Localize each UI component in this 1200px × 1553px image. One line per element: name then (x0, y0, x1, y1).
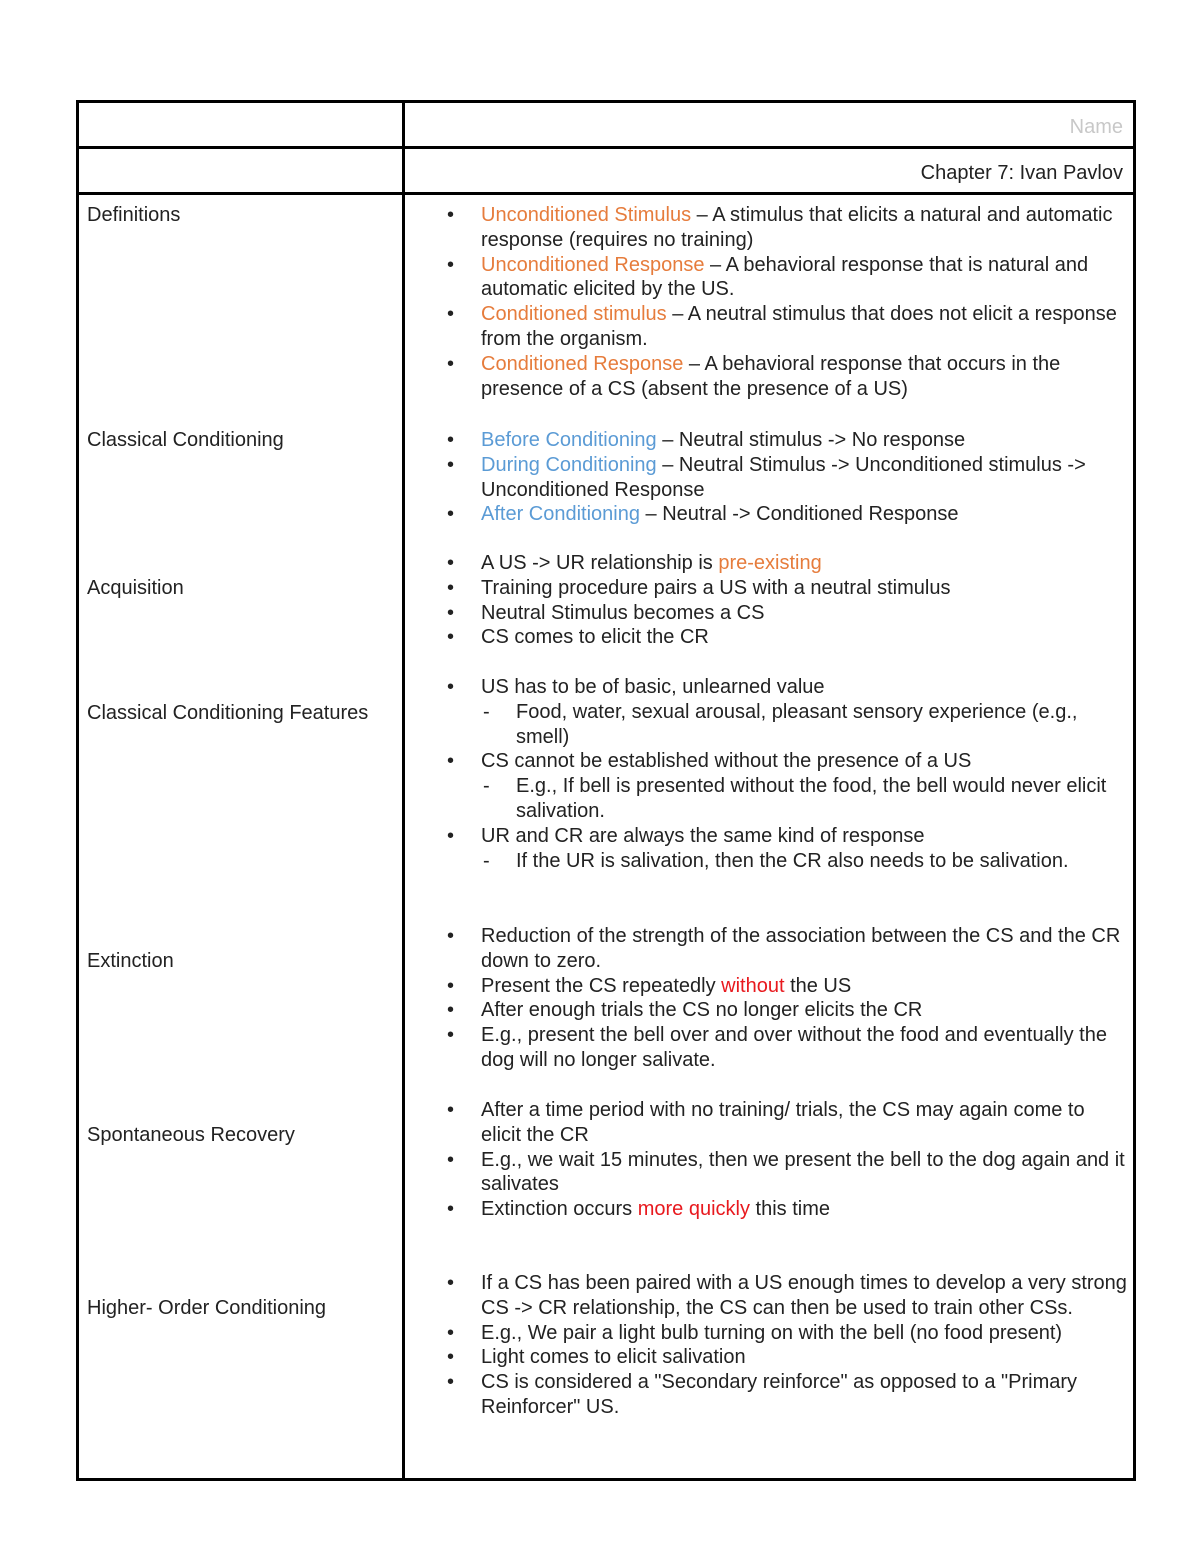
highlight: more quickly (637, 1198, 750, 1221)
list-item (481, 203, 1129, 253)
row-divider-1 (79, 146, 1133, 149)
list-item: • Light comes to elicit salivation (481, 1345, 1129, 1370)
definition: – A behavioral response that occurs in the presence of a CS (absent the presence of a US) (481, 352, 1061, 400)
term: Conditioned Response (481, 352, 684, 375)
definition: – Neutral Stimulus -> Unconditioned stimulus -> Unconditioned Response (481, 453, 1086, 501)
column-divider (402, 103, 405, 1478)
list-item: • E.g., We pair a light bulb turning on with the bell (no food present) (481, 1321, 1129, 1346)
list-item (481, 302, 1129, 352)
item-text: the US (784, 974, 852, 997)
chapter-title: Chapter 7: Ivan Pavlov (920, 162, 1123, 184)
item-text: Extinction occurs (481, 1198, 638, 1221)
list-item: • After enough trials the CS no longer elicits the CR (481, 998, 1129, 1023)
list-item: • Training procedure pairs a US with a neutral stimulus (481, 576, 1129, 601)
item-text: A US -> UR relationship is (481, 552, 719, 574)
item-text: Present the CS repeatedly (481, 974, 722, 997)
term: Unconditioned Stimulus (481, 204, 692, 226)
item-text: this time (750, 1198, 831, 1221)
definitions-list (481, 203, 1129, 401)
list-item: • E.g., we wait 15 minutes, then we present the bell to the dog again and it salivates (481, 1148, 1129, 1198)
spontaneous-recovery-list (481, 1098, 1129, 1222)
list-item: • CS comes to elicit the CR (481, 625, 1129, 650)
term: Conditioned stimulus (481, 303, 667, 326)
section-label-extinction: Extinction (87, 950, 174, 972)
list-item: • If a CS has been paired with a US enough times to develop a very strong CS -> CR relationship, the CS can then be used to train other CSs. (481, 1271, 1129, 1321)
list-item (481, 253, 1129, 303)
section-label-features: Classical Conditioning Features (87, 702, 369, 724)
list-item: • Neutral Stimulus becomes a CS (481, 601, 1129, 626)
list-item: • CS is considered a "Secondary reinforce" as opposed to a "Primary Reinforcer" US. (481, 1370, 1129, 1420)
row-divider-2 (79, 192, 1133, 195)
higher-order-list (481, 1271, 1129, 1420)
term: Before Conditioning (481, 429, 657, 451)
definition: – A behavioral response that is natural and automatic elicited by the US. (481, 253, 1089, 301)
name-field: Name (1069, 116, 1123, 138)
definition: – Neutral stimulus -> No response (656, 429, 966, 451)
list-item (481, 428, 1129, 453)
list-item: • UR and CR are always the same kind of response (481, 824, 1129, 849)
section-label-classical-conditioning: Classical Conditioning (87, 429, 284, 451)
section-label-higher-order: Higher- Order Conditioning (87, 1297, 327, 1319)
sub-item: - Food, water, sexual arousal, pleasant sensory experience (e.g., smell) (481, 700, 1129, 750)
list-item: • E.g., present the bell over and over without the food and eventually the dog will no longer salivate. (481, 1023, 1129, 1073)
list-item: • After a time period with no training/ trials, the CS may again come to elicit the CR (481, 1098, 1129, 1148)
definition: – A neutral stimulus that does not elicit a response from the organism. (481, 303, 1117, 350)
extinction-list (481, 924, 1129, 1073)
list-item (481, 352, 1129, 402)
list-item (481, 502, 1129, 527)
list-item: • CS cannot be established without the presence of a US (481, 749, 1129, 774)
sub-item: - E.g., If bell is presented without the food, the bell would never elicit salivation. (481, 774, 1129, 824)
features-list (481, 675, 1129, 873)
section-label-acquisition: Acquisition (87, 577, 184, 599)
list-item (481, 551, 1129, 576)
sub-item: - If the UR is salivation, then the CR also needs to be salivation. (481, 849, 1129, 874)
term: During Conditioning (481, 453, 657, 476)
acquisition-list (481, 551, 1129, 650)
term: After Conditioning (481, 503, 640, 526)
highlight: without (721, 974, 785, 997)
list-item: • US has to be of basic, unlearned value (481, 675, 1129, 700)
highlight: pre-existing (718, 552, 822, 574)
list-item: • Reduction of the strength of the association between the CS and the CR down to zero. (481, 924, 1129, 974)
section-label-definitions: Definitions (87, 204, 181, 226)
list-item (481, 453, 1129, 503)
list-item (481, 1197, 1129, 1222)
term: Unconditioned Response (481, 253, 705, 276)
definition: – Neutral -> Conditioned Response (639, 503, 959, 526)
list-item (481, 974, 1129, 999)
section-label-spontaneous-recovery: Spontaneous Recovery (87, 1124, 295, 1146)
classical-conditioning-list (481, 428, 1129, 527)
definition: – A stimulus that elicits a natural and automatic response (requires no training) (481, 204, 1113, 251)
